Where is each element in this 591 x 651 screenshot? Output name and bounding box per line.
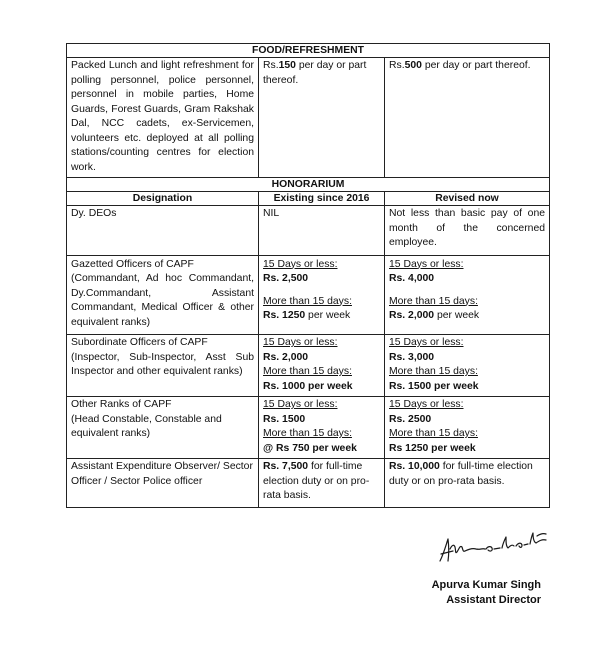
- designation-cell: Other Ranks of CAPF (Head Constable, Constable and equivalent ranks): [67, 397, 259, 459]
- column-header-existing: Existing since 2016: [259, 192, 385, 206]
- rates-table: [66, 43, 550, 508]
- table-row: [67, 255, 550, 335]
- existing-cell: Rs. 7,500 for full-time election duty or on pro-rata basis.: [259, 459, 385, 508]
- honorarium-section-title: HONORARIUM: [67, 178, 550, 192]
- existing-cell: 15 Days or less: Rs. 1500 More than 15 days: @ Rs 750 per week: [259, 397, 385, 459]
- table-row: [67, 206, 550, 256]
- table-row: [67, 459, 550, 508]
- honorarium-header-row: [67, 192, 550, 206]
- revised-cell: Not less than basic pay of one month of the concerned employee.: [385, 206, 550, 256]
- revised-cell: 15 Days or less: Rs. 3,000 More than 15 days: Rs. 1500 per week: [385, 335, 550, 397]
- column-header-designation: Designation: [67, 192, 259, 206]
- revised-cell: 15 Days or less: Rs. 4,000 More than 15 days: Rs. 2,000 per week: [385, 255, 550, 335]
- honorarium-section-row: [67, 178, 550, 192]
- designation-cell: Gazetted Officers of CAPF (Commandant, Ad hoc Commandant, Dy.Commandant, Assistant Commandant, Medical Officer & other equivalent ranks): [67, 255, 259, 335]
- designation-cell: Dy. DEOs: [67, 206, 259, 256]
- signatory-block: [432, 578, 541, 608]
- food-description: Packed Lunch and light refreshment for polling personnel, police personnel, personnel in mobile parties, Home Guards, Forest Guards, Gram Rakshak Dal, NCC cadets, ex-Servicemen, volunteers etc. deployed at all polling stations/counting centres for election work.: [67, 58, 259, 178]
- food-section-title: FOOD/REFRESHMENT: [67, 44, 550, 58]
- signatory-name: Apurva Kumar Singh: [431, 579, 541, 591]
- revised-cell: Rs. 10,000 for full-time election duty or on pro-rata basis.: [385, 459, 550, 508]
- existing-cell: 15 Days or less: Rs. 2,000 More than 15 days: Rs. 1000 per week: [259, 335, 385, 397]
- table-row: [67, 397, 550, 459]
- food-section-row: [67, 44, 550, 58]
- existing-cell: NIL: [259, 206, 385, 256]
- designation-cell: Subordinate Officers of CAPF (Inspector, Sub-Inspector, Asst Sub Inspector and other equivalent ranks): [67, 335, 259, 397]
- table-row: [67, 335, 550, 397]
- designation-cell: Assistant Expenditure Observer/ Sector Officer / Sector Police officer: [67, 459, 259, 508]
- revised-cell: 15 Days or less: Rs. 2500 More than 15 days: Rs 1250 per week: [385, 397, 550, 459]
- handwritten-signature: [436, 527, 554, 567]
- food-existing: Rs.150 per day or part thereof.: [259, 58, 385, 178]
- food-existing-amount: 150: [278, 60, 296, 71]
- signatory-title: Assistant Director: [446, 594, 541, 606]
- food-revised-amount: 500: [404, 60, 422, 71]
- food-revised: Rs.500 per day or part thereof.: [385, 58, 550, 178]
- existing-cell: 15 Days or less: Rs. 2,500 More than 15 days: Rs. 1250 per week: [259, 255, 385, 335]
- column-header-revised: Revised now: [385, 192, 550, 206]
- food-row: [67, 58, 550, 178]
